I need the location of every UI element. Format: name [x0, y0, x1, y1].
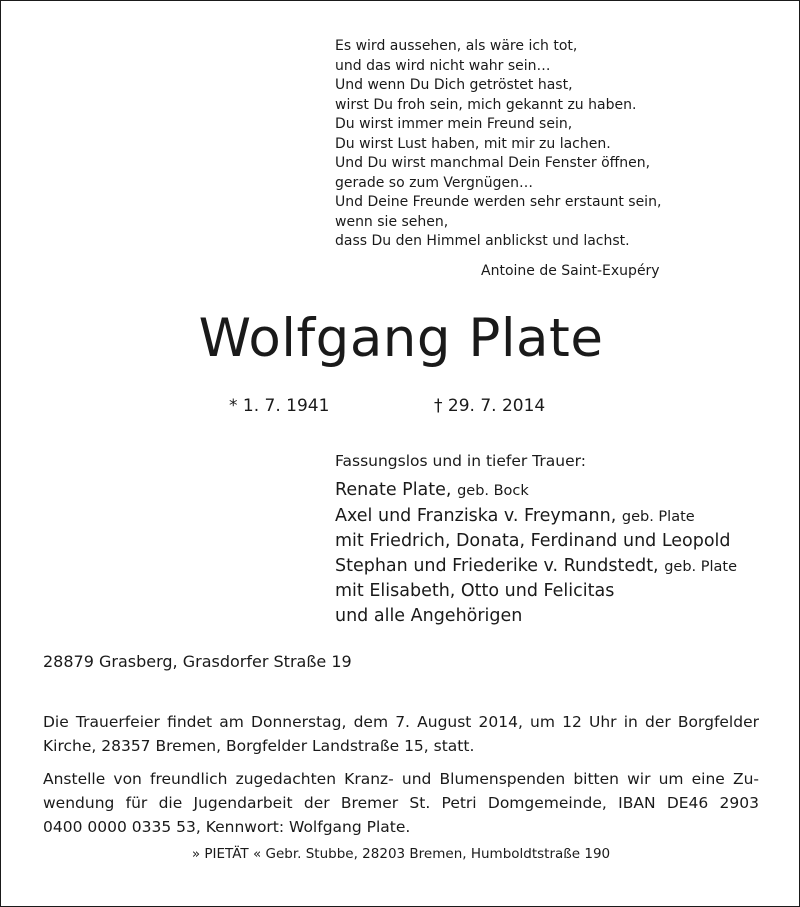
mourner-names: Renate Plate, [335, 480, 452, 500]
mourner-line [335, 604, 737, 629]
poem-line: Es wird aussehen, als wäre ich tot, [335, 38, 578, 54]
mourner-line [335, 554, 737, 580]
poem-line: dass Du den Himmel anblickst und lachst. [335, 233, 630, 249]
mourner-line [335, 579, 737, 604]
mourner-line [335, 504, 737, 530]
poem-line: gerade so zum Vergnügen… [335, 174, 534, 191]
poem [335, 37, 675, 252]
poem-line: wirst Du froh sein, mich gekannt zu haben. [335, 96, 637, 113]
poem-line: Du wirst immer mein Freund sein, [335, 116, 573, 132]
funeral-line: Kirche, 28357 Bremen, Borgfelder Landstraße 15, statt. [43, 737, 475, 755]
funeral-line: Die Trauerfeier findet am Donnerstag, dem 7. August 2014, um 12 Uhr in der Borgfelder [43, 713, 759, 731]
birth-date: * 1. 7. 1941 [229, 396, 330, 416]
mourners-intro: Fassungslos und in tiefer Trauer: [335, 452, 586, 470]
deceased-name: Wolfgang Plate [198, 308, 604, 369]
mourner-names: Stephan und Friederike v. Rundstedt, [335, 555, 659, 576]
poem-author: Antoine de Saint-Exupéry [481, 263, 660, 279]
poem-line: Und Deine Freunde werden sehr erstaunt sein, [335, 194, 662, 210]
family-address: 28879 Grasberg, Grasdorfer Straße 19 [43, 652, 352, 671]
mourner-names: mit Friedrich, Donata, Ferdinand und Leopold [335, 531, 731, 551]
mourner-names: und alle Angehörigen [335, 605, 523, 626]
poem-line: Und Du wirst manchmal Dein Fenster öffnen, [335, 155, 651, 171]
poem-line: Du wirst Lust haben, mit mir zu lachen. [335, 135, 611, 152]
mourner-note: geb. Plate [621, 508, 695, 525]
mourners-block [335, 451, 737, 628]
poem-line: und das wird nicht wahr sein… [335, 57, 551, 74]
poem-line: Und wenn Du Dich getröstet hast, [335, 77, 573, 93]
mourner-names: Axel und Franziska v. Freymann, [335, 505, 617, 526]
poem-line: wenn sie sehen, [335, 213, 449, 230]
funeral-info [43, 710, 759, 758]
mourner-line [335, 529, 737, 554]
donation-line: Anstelle von freundlich zugedachten Kranz- und Blumenspenden bitten wir um eine Zu- [43, 770, 759, 788]
mourner-note: geb. Plate [664, 558, 738, 575]
donation-info [43, 767, 759, 839]
death-date: † 29. 7. 2014 [434, 396, 546, 416]
donation-line: 0400 0000 0335 53, Kennwort: Wolfgang Plate. [43, 818, 411, 836]
undertaker-footer: » PIETÄT « Gebr. Stubbe, 28203 Bremen, Humboldtstraße 190 [191, 846, 611, 862]
mourner-note: geb. Bock [457, 483, 529, 499]
mourner-line [335, 478, 737, 504]
donation-line: wendung für die Jugendarbeit der Bremer St. Petri Domgemeinde, IBAN DE46 2903 [43, 794, 759, 812]
mourner-names: mit Elisabeth, Otto und Felicitas [335, 581, 615, 601]
